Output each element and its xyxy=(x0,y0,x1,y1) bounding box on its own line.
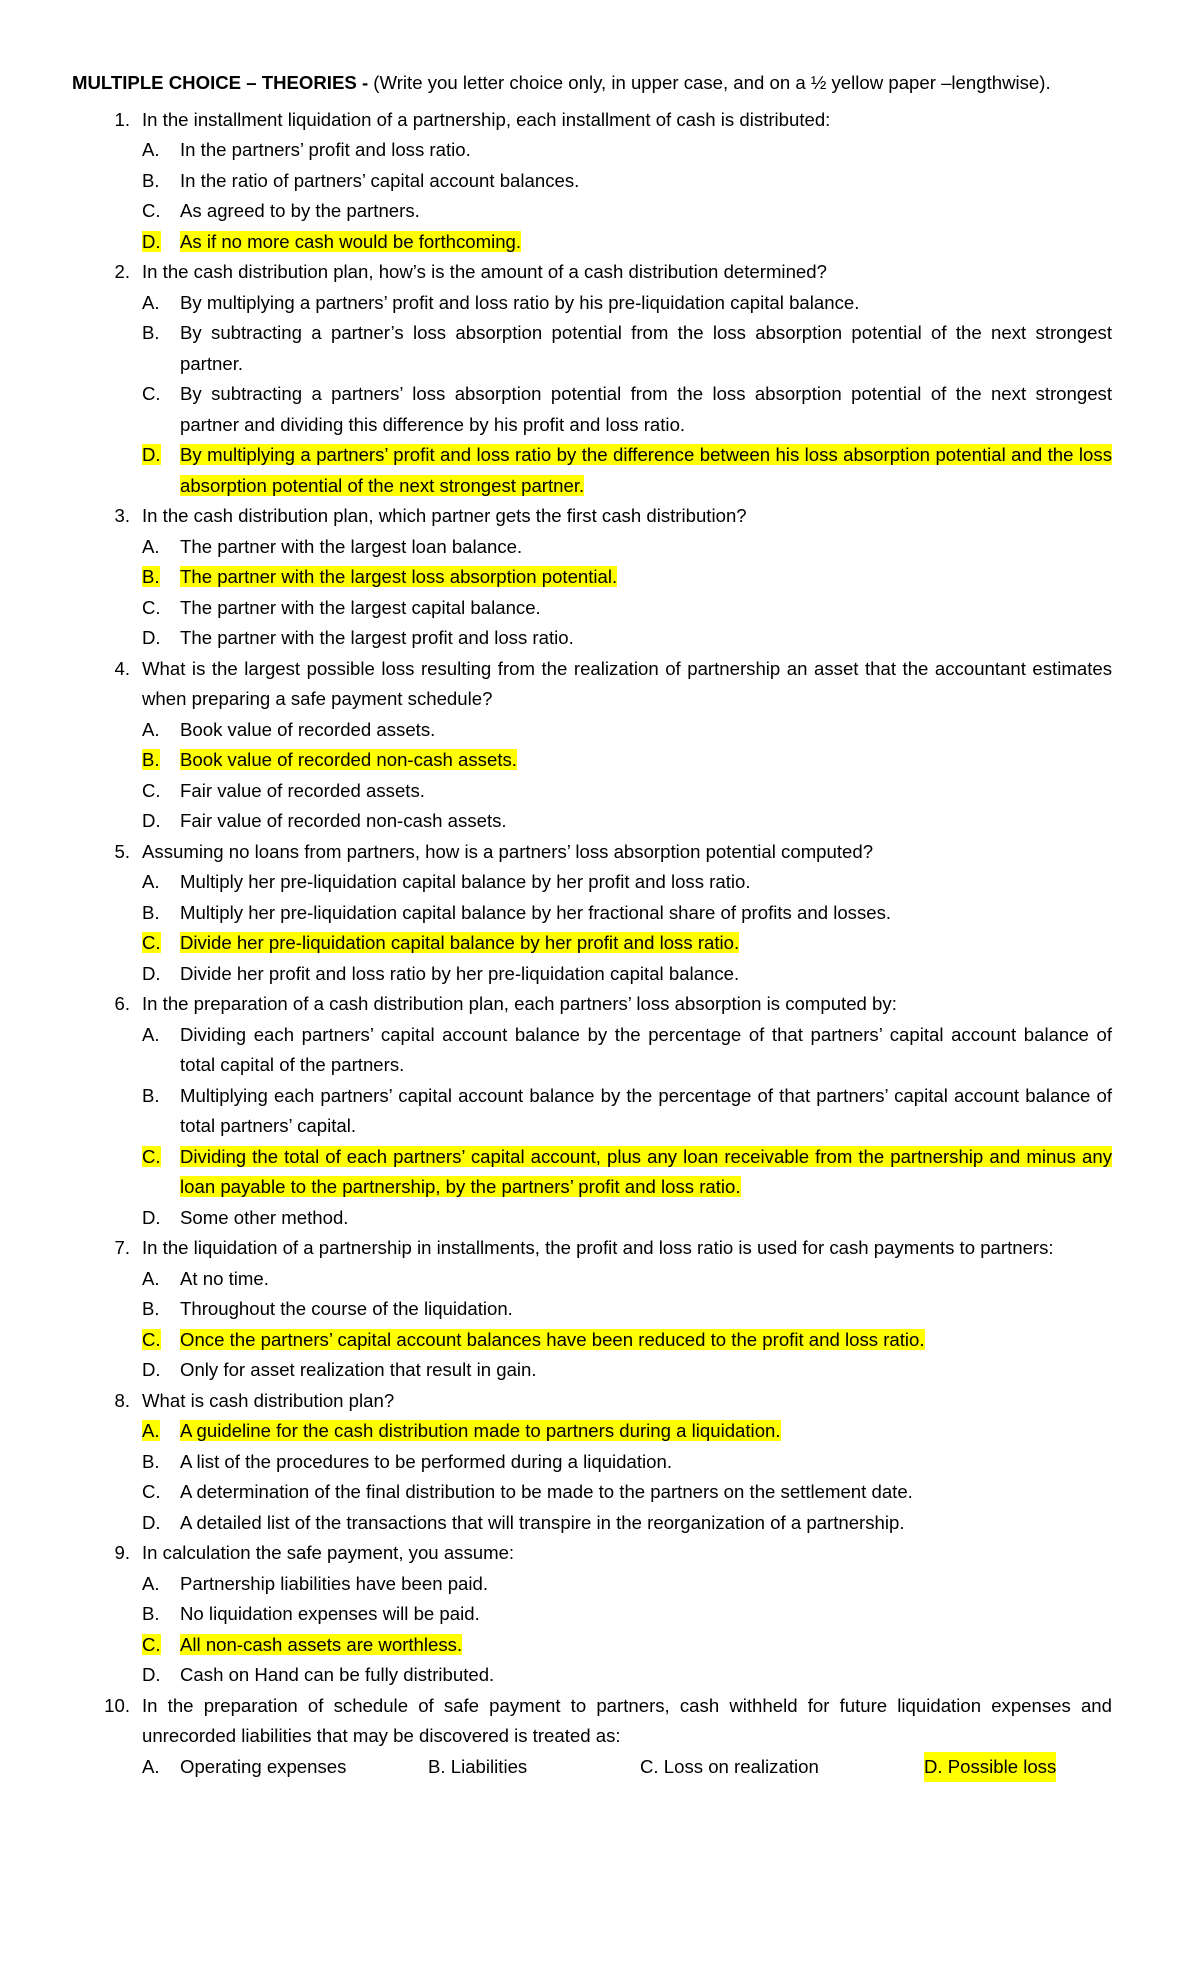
option-text: Operating expenses xyxy=(180,1755,347,1777)
option-letter: A. xyxy=(142,291,160,313)
option-text: As if no more cash would be forthcoming. xyxy=(180,230,522,252)
option-text: Divide her pre-liquidation capital balance by her profit and loss ratio. xyxy=(180,932,740,953)
option-letter: B. xyxy=(142,1084,160,1106)
option-5b xyxy=(142,898,1112,929)
option-text: Multiply her pre-liquidation capital balance by her profit and loss ratio. xyxy=(180,871,751,892)
option-1d-answer xyxy=(142,227,1112,258)
option-letter: A. xyxy=(142,1267,160,1289)
option-letter: C. xyxy=(142,1145,161,1167)
option-6a xyxy=(142,1020,1112,1081)
option-text: Multiply her pre-liquidation capital balance by her fractional share of profits and losses. xyxy=(180,901,892,923)
question-text: In the cash distribution plan, how’s is the amount of a cash distribution determined? xyxy=(142,261,827,282)
question-number: 3. xyxy=(114,505,130,526)
question-text: What is the largest possible loss resulting from the realization of partnership an asset that the accountant estimates when preparing a safe payment schedule? xyxy=(142,657,1112,709)
option-1b xyxy=(142,166,1112,197)
question-number: 6. xyxy=(114,993,130,1014)
option-3c xyxy=(142,593,1112,624)
option-5a xyxy=(142,867,1112,898)
question-number: 4. xyxy=(114,657,130,679)
option-text: Divide her profit and loss ratio by her pre-liquidation capital balance. xyxy=(180,962,740,984)
option-8b xyxy=(142,1447,1112,1478)
option-letter: B. xyxy=(142,322,160,343)
option-letter: A. xyxy=(142,1572,160,1594)
option-text: By subtracting a partner’s loss absorption potential from the loss absorption potential of the next strongest partner. xyxy=(180,322,1112,374)
option-9d xyxy=(142,1660,1112,1691)
option-2b xyxy=(142,318,1112,379)
question-text: Assuming no loans from partners, how is a partners’ loss absorption potential computed? xyxy=(142,840,874,862)
option-letter: C. xyxy=(142,779,161,801)
option-1c xyxy=(142,196,1112,227)
option-4d xyxy=(142,806,1112,837)
option-letter: B. xyxy=(142,1450,160,1472)
inline-options-10 xyxy=(142,1752,1112,1783)
question-10 xyxy=(72,1691,1112,1752)
option-text: Dividing each partners’ capital account balance by the percentage of that partners’ capital account balance of total capital of the partners. xyxy=(180,1023,1112,1075)
option-10c xyxy=(640,1752,924,1783)
option-letter: D. xyxy=(142,627,161,648)
header-instruction: (Write you letter choice only, in upper case, and on a ½ yellow paper –lengthwise). xyxy=(368,72,1051,93)
option-text: C. Loss on realization xyxy=(640,1755,819,1777)
option-7a xyxy=(142,1264,1112,1295)
question-text: In the liquidation of a partnership in installments, the profit and loss ratio is used for cash payments to partners: xyxy=(142,1237,1054,1258)
option-text: Book value of recorded non-cash assets. xyxy=(180,749,517,770)
option-letter: B. xyxy=(142,169,160,191)
option-text: Partnership liabilities have been paid. xyxy=(180,1572,489,1594)
option-10b xyxy=(428,1752,640,1783)
option-letter: D. xyxy=(142,962,161,984)
option-letter: A. xyxy=(142,535,160,557)
option-text: The partner with the largest profit and loss ratio. xyxy=(180,627,574,648)
header xyxy=(72,68,1112,99)
option-text: The partner with the largest capital balance. xyxy=(180,596,541,618)
option-text: By multiplying a partners’ profit and loss ratio by the difference between his loss absorption potential and the loss absorption potential of the next strongest partner. xyxy=(180,444,1112,496)
option-letter: B. xyxy=(142,749,160,770)
option-5c-answer xyxy=(142,928,1112,959)
question-6 xyxy=(72,989,1112,1020)
option-letter: A. xyxy=(142,139,160,160)
question-2 xyxy=(72,257,1112,288)
option-2c xyxy=(142,379,1112,440)
option-text: Fair value of recorded non-cash assets. xyxy=(180,810,507,831)
option-8d xyxy=(142,1508,1112,1539)
document-page xyxy=(72,68,1112,1782)
option-text: A guideline for the cash distribution made to partners during a liquidation. xyxy=(180,1420,781,1441)
question-number: 10. xyxy=(104,1694,130,1716)
option-2a xyxy=(142,288,1112,319)
option-6d xyxy=(142,1203,1112,1234)
option-3b-answer xyxy=(142,562,1112,593)
option-4b-answer xyxy=(142,745,1112,776)
option-9a xyxy=(142,1569,1112,1600)
option-text: In the partners’ profit and loss ratio. xyxy=(180,139,471,160)
option-text: At no time. xyxy=(180,1267,269,1289)
option-7c-answer xyxy=(142,1325,1112,1356)
option-6c-answer xyxy=(142,1142,1112,1203)
option-6b xyxy=(142,1081,1112,1142)
option-10a xyxy=(142,1752,428,1783)
option-text: A list of the procedures to be performed during a liquidation. xyxy=(180,1450,672,1472)
option-text: A determination of the final distribution to be made to the partners on the settlement date. xyxy=(180,1481,913,1502)
option-5d xyxy=(142,959,1112,990)
option-9b xyxy=(142,1599,1112,1630)
option-text: Book value of recorded assets. xyxy=(180,718,436,740)
option-text: Dividing the total of each partners’ capital account, plus any loan receivable from the partnership and minus any loan payable to the partnership, by the partners’ profit and loss ratio. xyxy=(180,1145,1112,1197)
option-text: Throughout the course of the liquidation. xyxy=(180,1298,513,1319)
option-text: Multiplying each partners’ capital account balance by the percentage of that partners’ capital account balance of total partners’ capital. xyxy=(180,1084,1112,1136)
option-7d xyxy=(142,1355,1112,1386)
option-letter: C. xyxy=(142,1328,161,1350)
option-2d-answer xyxy=(142,440,1112,501)
option-letter: D. xyxy=(142,810,161,831)
option-text: Some other method. xyxy=(180,1206,349,1228)
option-letter: B. xyxy=(142,1603,160,1624)
option-letter: C. xyxy=(142,1481,161,1502)
option-text: A detailed list of the transactions that will transpire in the reorganization of a partnership. xyxy=(180,1511,905,1533)
question-number: 5. xyxy=(114,840,130,862)
question-text: What is cash distribution plan? xyxy=(142,1389,395,1411)
option-letter: D. xyxy=(142,1206,161,1228)
option-letter: D. xyxy=(142,230,161,252)
option-letter: D. xyxy=(142,1511,161,1533)
question-number: 2. xyxy=(114,261,130,282)
option-text: No liquidation expenses will be paid. xyxy=(180,1603,480,1624)
question-4 xyxy=(72,654,1112,715)
option-letter: D. xyxy=(142,1359,161,1380)
option-9c-answer xyxy=(142,1630,1112,1661)
question-number: 9. xyxy=(114,1542,130,1563)
option-letter: A. xyxy=(142,1420,160,1441)
option-letter: C. xyxy=(142,932,161,953)
question-text: In the installment liquidation of a partnership, each installment of cash is distributed: xyxy=(142,108,831,130)
question-number: 1. xyxy=(114,108,130,130)
question-text: In the preparation of schedule of safe payment to partners, cash withheld for future liquidation expenses and unrecorded liabilities that may be discovered is treated as: xyxy=(142,1694,1112,1746)
option-text: As agreed to by the partners. xyxy=(180,200,420,221)
option-1a xyxy=(142,135,1112,166)
question-text: In the cash distribution plan, which partner gets the first cash distribution? xyxy=(142,505,747,526)
option-text: By subtracting a partners’ loss absorption potential from the loss absorption potential of the next strongest partner and dividing this difference by his profit and loss ratio. xyxy=(180,383,1112,435)
question-text: In calculation the safe payment, you assume: xyxy=(142,1542,515,1563)
option-text: D. Possible loss xyxy=(924,1752,1056,1783)
option-letter: C. xyxy=(142,200,161,221)
option-letter: B. xyxy=(142,566,160,587)
question-3 xyxy=(72,501,1112,532)
option-letter: A. xyxy=(142,718,160,740)
option-letter: A. xyxy=(142,871,160,892)
option-letter: B. xyxy=(142,901,160,923)
option-3d xyxy=(142,623,1112,654)
option-letter: C. xyxy=(142,596,161,618)
option-letter: D. xyxy=(142,444,161,465)
option-4c xyxy=(142,776,1112,807)
question-7 xyxy=(72,1233,1112,1264)
option-text: Only for asset realization that result in gain. xyxy=(180,1359,537,1380)
option-text: In the ratio of partners’ capital account balances. xyxy=(180,169,580,191)
option-letter: A. xyxy=(142,1755,160,1777)
question-text: In the preparation of a cash distribution plan, each partners’ loss absorption is computed by: xyxy=(142,993,897,1014)
header-title: MULTIPLE CHOICE – THEORIES - xyxy=(72,72,369,93)
option-7b xyxy=(142,1294,1112,1325)
option-text: All non-cash assets are worthless. xyxy=(180,1633,463,1655)
question-8 xyxy=(72,1386,1112,1417)
option-letter: B. xyxy=(142,1298,160,1319)
option-8c xyxy=(142,1477,1112,1508)
option-text: The partner with the largest loan balance. xyxy=(180,535,523,557)
question-1 xyxy=(72,105,1112,136)
option-text: By multiplying a partners’ profit and loss ratio by his pre-liquidation capital balance. xyxy=(180,291,860,313)
option-text: B. Liabilities xyxy=(428,1755,528,1777)
option-10d-answer xyxy=(924,1752,1056,1783)
option-letter: C. xyxy=(142,1633,161,1655)
option-text: Cash on Hand can be fully distributed. xyxy=(180,1664,495,1685)
option-text: The partner with the largest loss absorption potential. xyxy=(180,566,618,587)
option-letter: A. xyxy=(142,1023,160,1045)
question-9 xyxy=(72,1538,1112,1569)
option-8a-answer xyxy=(142,1416,1112,1447)
option-4a xyxy=(142,715,1112,746)
question-number: 8. xyxy=(114,1389,130,1411)
question-5 xyxy=(72,837,1112,868)
option-text: Once the partners’ capital account balances have been reduced to the profit and loss ratio. xyxy=(180,1328,925,1350)
option-letter: D. xyxy=(142,1664,161,1685)
option-text: Fair value of recorded assets. xyxy=(180,779,425,801)
option-3a xyxy=(142,532,1112,563)
question-number: 7. xyxy=(114,1237,130,1258)
option-letter: C. xyxy=(142,383,161,404)
